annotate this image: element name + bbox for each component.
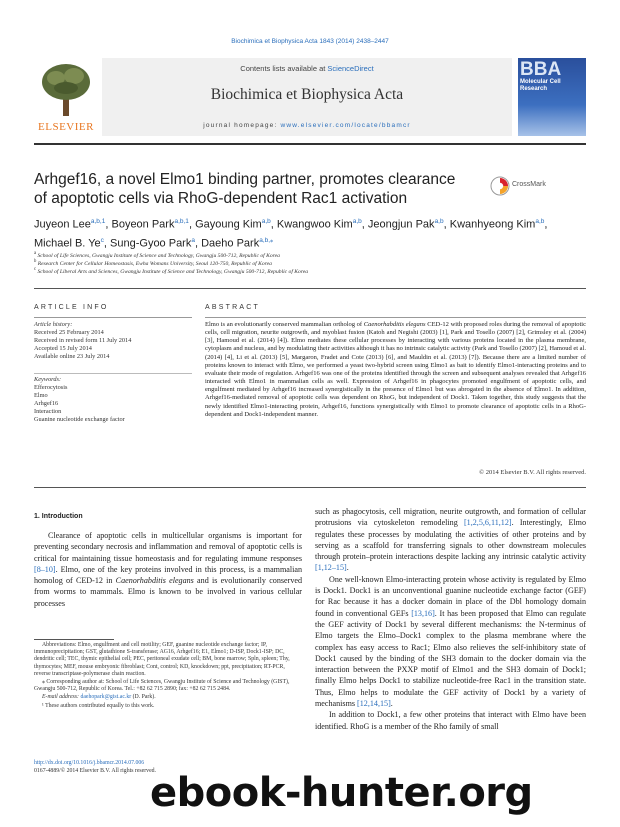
keyword-item: Efferocytosis [34, 383, 68, 391]
history-item: Available online 23 July 2014 [34, 352, 110, 360]
journal-homepage [102, 122, 512, 129]
footnote-rule [34, 639, 114, 640]
keyword-item: Arhgef16 [34, 399, 59, 407]
issn-line: 0167-4889/© 2014 Elsevier B.V. All rights reserved. [34, 768, 156, 774]
homepage-link[interactable]: www.elsevier.com/locate/bbamcr [280, 122, 411, 129]
email-footnote [34, 694, 302, 701]
keywords [34, 376, 194, 423]
corresponding-author-footnote: ⁎ Corresponding author at: School of Life Sciences, Gwangju Institute of Science and Technology (GIST), Gwangju 500-712, Republic of Korea. Tel.: +82 62 715 2890; fax: +82 62 715 2484. [34, 679, 290, 693]
history-item: Received 25 February 2014 [34, 328, 104, 336]
author-affiliation-marker[interactable]: a [191, 236, 195, 244]
author-name[interactable]: Kwangwoo Kim [276, 218, 353, 231]
affiliation-text: Research Center for Cellular Homeostasis, Ewha Womans University, Seoul 120-750, Republic of Korea [37, 260, 272, 267]
affiliation-a [34, 251, 586, 259]
authors-divider [34, 288, 586, 289]
publisher-name: ELSEVIER [38, 121, 94, 133]
body-paragraph [315, 506, 586, 574]
abstract-text: CED-12 with proposed roles during the removal of apoptotic cells, cell migration, neurite outgrowth, and myoblast fusion (Katoh and Negishi (2003) [1], Park and Tosello (2007) [2], Grimsley et al. (2004) [3], Hamoud et al. (2014) [4]). Elmo mediates these cellular processes by interacting with various proteins located in the plasma membrane, cytoplasm and nucleus, and by modulating their activities although it has no intrinsic catalytic activity (Park and Tosello (2007) [2], Hamoud et al. (2014) [4], Li et al. (2013) [5], Margaron, Fradet and Cote (2013) [6], and Mauldin et al. (2013) [7]). Because there are a limited number of proteins known to interact with Elmo, we performed a yeast two-hybrid screen using Elmo1 as bait to identify Elmo1-interacting proteins and to evaluate their mode of regulation. Arhgef16 was one of the proteins identified through the screen and subsequent analyses revealed that Arhgef16 interacted with Elmo1 in mammalian cells as well. Expression of Arhgef16 in phagocytes promoted engulfment of apoptotic cells, and engulfment mediated by Arhgef16 increased synergistically in the presence of Elmo1 but was abrogated in the absence of Elmo1. In addition, Arhgef16-mediated removal of apoptotic cells was dependent on RhoG, but independent of Dock1. Taken together, this study suggests that the newly identified Elmo1-interacting protein, Arhgef16, functions synergistically with Elmo1 to promote clearance of apoptotic cells in a RhoG-dependent and Dock1-independent manner. [205, 321, 586, 418]
citation-link[interactable]: [12,14,15] [357, 699, 391, 709]
abstract-rule [205, 317, 586, 318]
section-heading: 1. Introduction [34, 513, 83, 520]
cover-title: BBA [520, 59, 562, 80]
author-name[interactable]: Daeho Park [201, 237, 260, 250]
body-text: such as phagocytosis, cell migration, neurite outgrowth, and formation of cellular protrusions via cytoskeleton remodeling [315, 507, 586, 528]
article-title: Arhgef16, a novel Elmo1 binding partner, promotes clearance of apoptotic cells via RhoG-dependent Rac1 activation [34, 171, 456, 207]
body-paragraph [34, 530, 302, 609]
author-affiliation-marker[interactable]: a,b [352, 218, 362, 225]
homepage-prefix: journal homepage: [203, 122, 281, 129]
author-list: Juyeon Lee$^{a,b,1}$, Boyeon Park$^{a,b,1}$, Gayoung Kim$^{a,b}$, Kwangwoo Kim$^{a,b}$, Jeongjun Pak$^{a,b}$, Kwanhyeong Kim$^{a,b}$, Michael B. Ye$^c$, Sung-Gyoo Park$^a$, Daeho Park$^{a,b,⁎}$ [34, 218, 548, 250]
body-species: Caenorhabditis elegans [115, 576, 194, 586]
history-label: Article history: [34, 321, 73, 328]
author-name[interactable]: Sung-Gyoo Park [110, 237, 192, 250]
author-name[interactable]: Jeongjun Pak [367, 218, 435, 231]
body-text: . [390, 699, 393, 709]
body-left-column [34, 530, 302, 609]
cover-text [520, 60, 584, 93]
keyword-item: Elmo [34, 391, 48, 399]
header-divider [34, 143, 586, 145]
keywords-rule [34, 373, 192, 374]
abstract-body [205, 321, 586, 419]
body-text: . [346, 563, 349, 573]
watermark: ebook-hunter.org [150, 770, 533, 816]
affiliation-c [34, 267, 586, 275]
email-suffix: (D. Park). [131, 694, 156, 701]
body-text: One well-known Elmo-interacting protein whose activity is regulated by Elmo is Dock1. Dock1 is an unconventional guanine nucleotide exchange factor (GEF) for Rac because it has a docker domain in place of the Dbl homology domain found in conventional GEFs [315, 574, 586, 618]
body-paragraph [315, 574, 586, 710]
citation-link[interactable]: [1,2,5,6,11,12] [463, 518, 512, 528]
tree-icon [40, 62, 92, 118]
abstract-text: Elmo is an evolutionarily conserved mammalian ortholog of [205, 321, 364, 328]
author-affiliation-marker[interactable]: a,b [535, 218, 545, 225]
footnotes [34, 642, 302, 711]
keyword-item: Interaction [34, 407, 62, 415]
author-affiliation-marker[interactable]: a,b,⁎ [259, 236, 274, 244]
affiliation-text: School of Liberal Arts and Sciences, Gwangju Institute of Science and Technology, Gwangju 500-712, Republic of Korea [37, 268, 309, 275]
sciencedirect-link[interactable]: ScienceDirect [327, 64, 374, 73]
journal-title: Biochimica et Biophysica Acta [210, 86, 404, 103]
author-name[interactable]: Juyeon Lee [34, 218, 91, 231]
author-name[interactable]: Boyeon Park [111, 218, 175, 231]
crossmark-icon[interactable] [490, 176, 510, 196]
affiliation-b [34, 259, 586, 267]
author-affiliation-marker[interactable]: a,b [261, 218, 271, 225]
email-label: E-mail address: [42, 694, 81, 701]
history-item: Accepted 15 July 2014 [34, 344, 92, 352]
cover-subtitle-2: Research [520, 86, 548, 92]
email-link[interactable]: daehopark@gist.ac.kr [80, 694, 132, 701]
body-text: and is evolutionarily conserved from worms to mammals. Elmo is known to be involved in various cellular processes [34, 576, 303, 608]
contents-line [102, 64, 512, 73]
author-affiliation-marker[interactable]: a,b [434, 218, 444, 225]
abstract-divider [34, 487, 586, 488]
body-text: Clearance of apoptotic cells in multicellular organisms is important for preventing secondary necrosis and inflammation and removal of apoptotic cells is critical for maintaining tissue homeostasis and for regulating immune responses [34, 531, 302, 563]
author-affiliation-marker[interactable]: a,b,1 [90, 218, 106, 225]
article-info-rule [34, 317, 192, 318]
article-history [34, 321, 194, 361]
top-citation[interactable]: Biochimica et Biophysica Acta 1843 (2014) 2438–2447 [231, 38, 389, 45]
author-affiliation-marker[interactable]: c [100, 236, 104, 244]
body-right-column [315, 506, 586, 732]
affiliation-marker: c [34, 267, 37, 272]
contents-prefix: Contents lists available at [240, 64, 328, 73]
keywords-label: Keywords: [34, 376, 62, 383]
body-paragraph [315, 709, 586, 732]
keyword-item: Guanine nucleotide exchange factor [34, 415, 125, 423]
author-name[interactable]: Kwanhyeong Kim [449, 218, 536, 231]
author-affiliation-marker[interactable]: a,b,1 [174, 218, 189, 225]
affiliation-marker: a [34, 251, 37, 256]
abstract-species: Caenorhabditis elegans [363, 321, 426, 328]
citation-link[interactable]: [13,16] [411, 608, 435, 618]
abstract-heading: ABSTRACT [205, 304, 260, 311]
cover-subtitle-1: Molecular Cell [520, 79, 561, 85]
author-name[interactable]: Michael B. Ye [34, 237, 101, 250]
citation-link[interactable]: [8–10] [34, 564, 56, 574]
affiliation-text: School of Life Sciences, Gwangju Institute of Science and Technology, Gwangju 500-712, Republic of Korea [37, 252, 280, 259]
author-name[interactable]: Gayoung Kim [195, 218, 262, 231]
body-text: . Interestingly, Elmo regulates these processes by modulating the activities of other proteins and by serving as a scaffold for transferring signals to other downstream molecules through protein–protein interactions despite lacking any intrinsic catalytic activity [315, 518, 586, 562]
citation-link[interactable]: [1,12–15] [315, 563, 347, 573]
article-info-heading: ARTICLE INFO [34, 304, 109, 311]
body-text: . Elmo, one of the key proteins involved in this process, is a mammalian homolog of CED-12 in [34, 564, 302, 586]
abstract-copyright: © 2014 Elsevier B.V. All rights reserved. [479, 469, 586, 476]
abbreviations-footnote: Abbreviations: Elmo, engulfment and cell motility; GEF, guanine nucleotide exchange factor; IP, immunoprecipitation; GST, glutathione S-transferase; AG16, Arhgef16; E1, Elmo1; D-ISP, Dock1-ISP; DC, dendritic cell; TEC, thymic epithelial cell; PEC, peritoneal exudate cell; BM, bone marrow; Spln, spleen; Thy, thymocytes; MEF, mouse embryonic fibroblast; Cont, control; KD, knockdown; ppt, precipitation; RT-PCR, reverse transcriptase-polymerase chain reaction. [34, 642, 290, 677]
equal-contribution-footnote: ¹ These authors contributed equally to this work. [42, 702, 155, 709]
affiliation-marker: b [34, 259, 37, 264]
body-text: . It has been proposed that Elmo can regulate the GEF activity of Dock1 by several different mechanisms: the N-terminus of Elmo targets the Elmo–Dock1 complex to the plasma membrane where the complex has easy access to Rac1; Elmo also relieves the self-inhibitory state of Dock1 caused by the binding of the SH3 domain to the docker domain via the interaction between the PXXP motif of Elmo1 and the SH3 domain of Dock1; finally Elmo helps Dock1 to stabilize nucleotide-free Rac1 in the transition state. Thus, Elmo helps to modulate the GEF activity of Dock1 by a variety of mechanisms [315, 608, 586, 709]
body-text: In addition to Dock1, a few other proteins that interact with Elmo have been identified. RhoG is a member of the Rho family of small [315, 710, 586, 731]
doi-link[interactable]: http://dx.doi.org/10.1016/j.bbamcr.2014.07.006 [34, 760, 145, 766]
history-item: Received in revised form 11 July 2014 [34, 336, 132, 344]
crossmark-label[interactable]: CrossMark [512, 181, 546, 188]
